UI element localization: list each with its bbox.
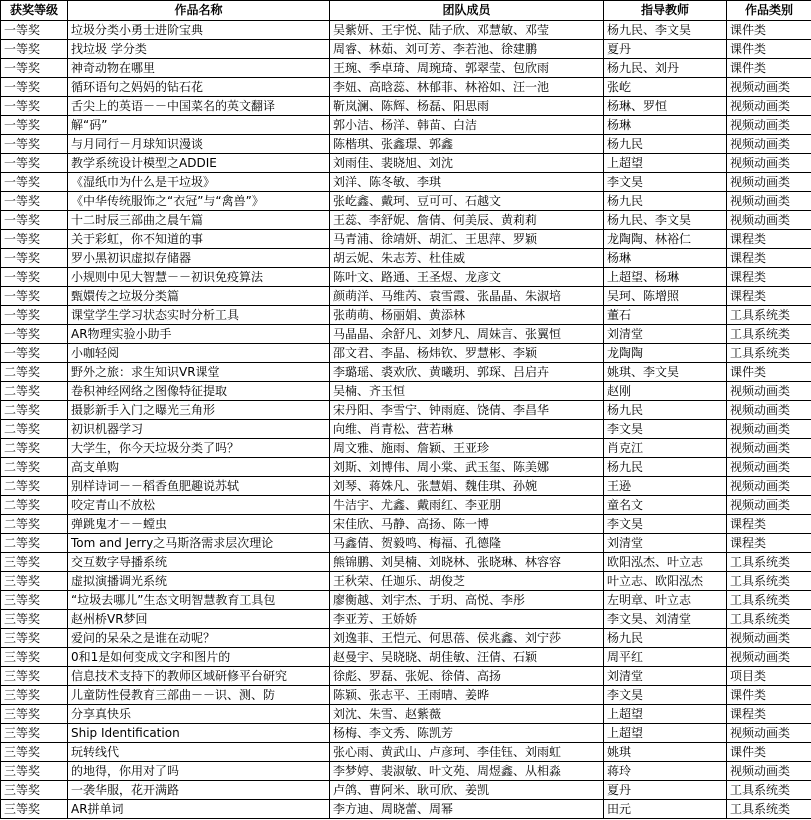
category-cell: 视频动画类 — [727, 97, 811, 116]
award-level-cell: 一等奖 — [1, 249, 68, 268]
category-cell: 工具系统类 — [727, 325, 811, 344]
team-members-cell: 熊锦鹏、刘昊楠、刘晓林、张晓琳、林容容 — [330, 553, 604, 572]
table-row — [1, 629, 811, 648]
category-cell: 视频动画类 — [727, 154, 811, 173]
table-row — [1, 553, 811, 572]
team-members-cell: 马青浦、徐靖妍、胡汇、王思萍、罗颖 — [330, 230, 604, 249]
table-row — [1, 306, 811, 325]
team-members-cell: 张心雨、黄武山、卢彦珂、李佳钰、刘雨虹 — [330, 743, 604, 762]
category-cell: 工具系统类 — [727, 553, 811, 572]
award-level-cell: 二等奖 — [1, 496, 68, 515]
award-level-cell: 三等奖 — [1, 743, 68, 762]
team-members-cell: 张萌萌、杨丽娟、黄添林 — [330, 306, 604, 325]
category-cell: 视频动画类 — [727, 78, 811, 97]
award-level-cell: 二等奖 — [1, 477, 68, 496]
category-cell: 视频动画类 — [727, 477, 811, 496]
table-row — [1, 762, 811, 781]
award-level-cell: 一等奖 — [1, 59, 68, 78]
category-cell: 课程类 — [727, 268, 811, 287]
category-cell: 视频动画类 — [727, 439, 811, 458]
work-title-cell: 野外之旅：求生知识VR课堂 — [68, 363, 330, 382]
advisor-cell: 杨九民、刘丹 — [604, 59, 727, 78]
table-row — [1, 97, 811, 116]
table-row — [1, 800, 811, 819]
category-cell: 视频动画类 — [727, 629, 811, 648]
team-members-cell: 李妞、高晗蕊、林郁菲、林裕如、汪一池 — [330, 78, 604, 97]
work-title-cell: 循环语句之妈妈的钻石花 — [68, 78, 330, 97]
team-members-cell: 李亚芳、王娇娇 — [330, 610, 604, 629]
work-title-cell: 儿童防性侵教育三部曲－－识、测、防 — [68, 686, 330, 705]
advisor-cell: 杨九民、李文昊 — [604, 211, 727, 230]
team-members-cell: 王秋荣、任迦乐、胡俊芝 — [330, 572, 604, 591]
table-row — [1, 249, 811, 268]
table-row — [1, 724, 811, 743]
table-body — [1, 21, 811, 819]
table-row — [1, 154, 811, 173]
award-level-cell: 二等奖 — [1, 458, 68, 477]
team-members-cell: 赵曼宇、吴晓晓、胡佳敏、汪倩、石颖 — [330, 648, 604, 667]
team-members-cell: 刘雨佳、裴晓旭、刘沈 — [330, 154, 604, 173]
category-cell: 视频动画类 — [727, 401, 811, 420]
team-members-cell: 向维、肖青松、营若琳 — [330, 420, 604, 439]
category-cell: 视频动画类 — [727, 648, 811, 667]
award-level-cell: 二等奖 — [1, 382, 68, 401]
advisor-cell: 姚琪、李文昊 — [604, 363, 727, 382]
table-row — [1, 344, 811, 363]
category-cell: 视频动画类 — [727, 724, 811, 743]
table-row — [1, 230, 811, 249]
award-level-cell: 三等奖 — [1, 724, 68, 743]
team-members-cell: 吴楠、齐玉恒 — [330, 382, 604, 401]
advisor-cell: 刘清堂 — [604, 667, 727, 686]
award-level-cell: 一等奖 — [1, 192, 68, 211]
advisor-cell: 龙陶陶、林裕仁 — [604, 230, 727, 249]
work-title-cell: AR拼单词 — [68, 800, 330, 819]
header-award-level: 获奖等级 — [1, 1, 68, 21]
team-members-cell: 邵文君、李晶、杨炜钦、罗慧彬、李颖 — [330, 344, 604, 363]
work-title-cell: 卷积神经网络之图像特征提取 — [68, 382, 330, 401]
category-cell: 课程类 — [727, 287, 811, 306]
table-row — [1, 667, 811, 686]
advisor-cell: 欧阳泓杰、叶立志 — [604, 553, 727, 572]
work-title-cell: 解“码” — [68, 116, 330, 135]
table-row — [1, 268, 811, 287]
category-cell: 课件类 — [727, 59, 811, 78]
work-title-cell: 课堂学生学习状态实时分析工具 — [68, 306, 330, 325]
team-members-cell: 刘沈、朱雪、赵紫薇 — [330, 705, 604, 724]
advisor-cell: 杨琳、罗恒 — [604, 97, 727, 116]
advisor-cell: 杨九民 — [604, 192, 727, 211]
table-row — [1, 287, 811, 306]
category-cell: 视频动画类 — [727, 135, 811, 154]
work-title-cell: 甄嬛传之垃圾分类篇 — [68, 287, 330, 306]
award-level-cell: 一等奖 — [1, 154, 68, 173]
team-members-cell: 卢鸽、曹阿米、耿可欣、姜凯 — [330, 781, 604, 800]
category-cell: 工具系统类 — [727, 591, 811, 610]
award-level-cell: 一等奖 — [1, 325, 68, 344]
work-title-cell: 赵州桥VR梦回 — [68, 610, 330, 629]
category-cell: 课件类 — [727, 743, 811, 762]
table-row — [1, 496, 811, 515]
advisor-cell: 张屹 — [604, 78, 727, 97]
work-title-cell: 高支单购 — [68, 458, 330, 477]
table-row — [1, 325, 811, 344]
header-advisor: 指导教师 — [604, 1, 727, 21]
team-members-cell: 颜萌洋、马维芮、袁雪霞、张晶晶、朱淑培 — [330, 287, 604, 306]
category-cell: 课程类 — [727, 705, 811, 724]
advisor-cell: 上超望 — [604, 724, 727, 743]
work-title-cell: 咬定青山不放松 — [68, 496, 330, 515]
advisor-cell: 李文昊 — [604, 173, 727, 192]
category-cell: 课件类 — [727, 686, 811, 705]
team-members-cell: 刘洋、陈冬敏、李琪 — [330, 173, 604, 192]
advisor-cell: 周平红 — [604, 648, 727, 667]
advisor-cell: 刘清堂 — [604, 325, 727, 344]
team-members-cell: 陈颖、张志平、王雨晴、姜晔 — [330, 686, 604, 705]
category-cell: 工具系统类 — [727, 572, 811, 591]
work-title-cell: 舌尖上的英语－－中国菜名的英文翻译 — [68, 97, 330, 116]
table-row — [1, 401, 811, 420]
team-members-cell: 陈叶文、路通、王圣煜、龙彦文 — [330, 268, 604, 287]
category-cell: 视频动画类 — [727, 116, 811, 135]
award-level-cell: 一等奖 — [1, 211, 68, 230]
work-title-cell: AR物理实验小助手 — [68, 325, 330, 344]
table-row — [1, 648, 811, 667]
award-level-cell: 二等奖 — [1, 401, 68, 420]
advisor-cell: 李文昊 — [604, 686, 727, 705]
team-members-cell: 李方迪、周晓蕾、周幂 — [330, 800, 604, 819]
work-title-cell: 关于彩虹，你不知道的事 — [68, 230, 330, 249]
category-cell: 工具系统类 — [727, 800, 811, 819]
table-row — [1, 40, 811, 59]
table-row — [1, 173, 811, 192]
award-level-cell: 一等奖 — [1, 173, 68, 192]
table-row — [1, 781, 811, 800]
team-members-cell: 张屹鑫、戴珂、豆可可、石越文 — [330, 192, 604, 211]
award-level-cell: 一等奖 — [1, 268, 68, 287]
table-row — [1, 477, 811, 496]
award-level-cell: 二等奖 — [1, 515, 68, 534]
advisor-cell: 杨九民 — [604, 629, 727, 648]
header-category: 作品类别 — [727, 1, 811, 21]
category-cell: 课程类 — [727, 230, 811, 249]
team-members-cell: 陈楷琪、张鑫璟、郭鑫 — [330, 135, 604, 154]
work-title-cell: 大学生，你今天垃圾分类了吗？ — [68, 439, 330, 458]
award-level-cell: 三等奖 — [1, 629, 68, 648]
team-members-cell: 马鑫倩、贺毅鸣、梅福、孔德隆 — [330, 534, 604, 553]
work-title-cell: 垃圾分类小勇士进阶宝典 — [68, 21, 330, 40]
category-cell: 视频动画类 — [727, 192, 811, 211]
team-members-cell: 宋佳欣、马静、高扬、陈一博 — [330, 515, 604, 534]
work-title-cell: 《湿纸巾为什么是干垃圾》 — [68, 173, 330, 192]
work-title-cell: 爱问的呆朵之是谁在动呢？ — [68, 629, 330, 648]
category-cell: 工具系统类 — [727, 344, 811, 363]
work-title-cell: 一袭华服，花开满路 — [68, 781, 330, 800]
award-level-cell: 三等奖 — [1, 705, 68, 724]
team-members-cell: 刘琴、蒋姝凡、张慧娟、魏佳琪、孙婉 — [330, 477, 604, 496]
category-cell: 课程类 — [727, 249, 811, 268]
work-title-cell: 玩转线代 — [68, 743, 330, 762]
team-members-cell: 廖衡越、刘宇杰、于玥、高悦、李彤 — [330, 591, 604, 610]
table-row — [1, 743, 811, 762]
category-cell: 视频动画类 — [727, 420, 811, 439]
award-level-cell: 一等奖 — [1, 306, 68, 325]
table-row — [1, 78, 811, 97]
category-cell: 工具系统类 — [727, 610, 811, 629]
team-members-cell: 马晶晶、余舒凡、刘梦凡、周妹言、张翼恒 — [330, 325, 604, 344]
category-cell: 课件类 — [727, 21, 811, 40]
table-row — [1, 363, 811, 382]
award-level-cell: 一等奖 — [1, 230, 68, 249]
table-row — [1, 705, 811, 724]
award-level-cell: 三等奖 — [1, 800, 68, 819]
advisor-cell: 刘清堂 — [604, 534, 727, 553]
work-title-cell: 摄影新手入门之曝光三角形 — [68, 401, 330, 420]
advisor-cell: 吴珂、陈增照 — [604, 287, 727, 306]
advisor-cell: 叶立志、欧阳泓杰 — [604, 572, 727, 591]
award-level-cell: 二等奖 — [1, 420, 68, 439]
award-level-cell: 一等奖 — [1, 78, 68, 97]
advisor-cell: 杨琳 — [604, 249, 727, 268]
team-members-cell: 周睿、林茹、刘可芳、李若池、徐建鹏 — [330, 40, 604, 59]
advisor-cell: 上超望 — [604, 705, 727, 724]
team-members-cell: 宋丹阳、李雪宁、钟雨庭、饶倩、李昌华 — [330, 401, 604, 420]
award-level-cell: 三等奖 — [1, 591, 68, 610]
category-cell: 课件类 — [727, 363, 811, 382]
advisor-cell: 夏丹 — [604, 781, 727, 800]
work-title-cell: 初识机器学习 — [68, 420, 330, 439]
team-members-cell: 靳岚澜、陈辉、杨磊、阳思雨 — [330, 97, 604, 116]
advisor-cell: 杨九民 — [604, 458, 727, 477]
award-level-cell: 二等奖 — [1, 363, 68, 382]
work-title-cell: 信息技术支持下的教师区域研修平台研究 — [68, 667, 330, 686]
team-members-cell: 徐彪、罗磊、张妮、徐倩、高扬 — [330, 667, 604, 686]
table-row — [1, 572, 811, 591]
work-title-cell: Ship Identification — [68, 724, 330, 743]
header-team-members: 团队成员 — [330, 1, 604, 21]
advisor-cell: 杨琳 — [604, 116, 727, 135]
category-cell: 视频动画类 — [727, 382, 811, 401]
work-title-cell: Tom and Jerry之马斯洛需求层次理论 — [68, 534, 330, 553]
advisor-cell: 童名文 — [604, 496, 727, 515]
table-row — [1, 458, 811, 477]
award-level-cell: 一等奖 — [1, 116, 68, 135]
advisor-cell: 李文昊 — [604, 420, 727, 439]
advisor-cell: 夏丹 — [604, 40, 727, 59]
table-row — [1, 135, 811, 154]
award-level-cell: 一等奖 — [1, 21, 68, 40]
category-cell: 视频动画类 — [727, 496, 811, 515]
work-title-cell: 别样诗词－－稻香鱼肥趣说苏轼 — [68, 477, 330, 496]
team-members-cell: 李梦婷、裴淑敏、叶文苑、周煜鑫、从相淼 — [330, 762, 604, 781]
category-cell: 视频动画类 — [727, 762, 811, 781]
advisor-cell: 肖克江 — [604, 439, 727, 458]
work-title-cell: 十二时辰三部曲之晨午篇 — [68, 211, 330, 230]
team-members-cell: 王琬、季卓琦、周琬琦、郭翠莹、包欣雨 — [330, 59, 604, 78]
advisor-cell: 董石 — [604, 306, 727, 325]
team-members-cell: 刘斯、刘博伟、周小棠、武玉玺、陈美娜 — [330, 458, 604, 477]
table-row — [1, 534, 811, 553]
advisor-cell: 上超望 — [604, 154, 727, 173]
category-cell: 课程类 — [727, 534, 811, 553]
work-title-cell: 的地得，你用对了吗 — [68, 762, 330, 781]
advisor-cell: 左明章、叶立志 — [604, 591, 727, 610]
team-members-cell: 周文雅、施雨、詹颖、王亚珍 — [330, 439, 604, 458]
category-cell: 视频动画类 — [727, 458, 811, 477]
advisor-cell: 田元 — [604, 800, 727, 819]
table-row — [1, 21, 811, 40]
advisor-cell: 龙陶陶 — [604, 344, 727, 363]
table-row — [1, 382, 811, 401]
team-members-cell: 胡云妮、朱志芳、杜佳威 — [330, 249, 604, 268]
category-cell: 课程类 — [727, 515, 811, 534]
work-title-cell: 教学系统设计模型之ADDIE — [68, 154, 330, 173]
category-cell: 课件类 — [727, 40, 811, 59]
table-row — [1, 439, 811, 458]
work-title-cell: 交互数字导播系统 — [68, 553, 330, 572]
award-level-cell: 一等奖 — [1, 135, 68, 154]
award-level-cell: 三等奖 — [1, 781, 68, 800]
advisor-cell: 杨九民、李文昊 — [604, 21, 727, 40]
award-level-cell: 二等奖 — [1, 439, 68, 458]
award-level-cell: 三等奖 — [1, 648, 68, 667]
category-cell: 项目类 — [727, 667, 811, 686]
team-members-cell: 郭小洁、杨洋、韩苗、白洁 — [330, 116, 604, 135]
award-level-cell: 一等奖 — [1, 344, 68, 363]
advisor-cell: 王逊 — [604, 477, 727, 496]
advisor-cell: 杨九民 — [604, 135, 727, 154]
header-row — [1, 1, 811, 21]
team-members-cell: 王蕊、李舒妮、詹倩、何美辰、黄莉莉 — [330, 211, 604, 230]
work-title-cell: 弹跳鬼才－－螳虫 — [68, 515, 330, 534]
advisor-cell: 李文昊、刘清堂 — [604, 610, 727, 629]
work-title-cell: 找垃圾 学分类 — [68, 40, 330, 59]
table-row — [1, 116, 811, 135]
advisor-cell: 上超望、杨琳 — [604, 268, 727, 287]
category-cell: 工具系统类 — [727, 781, 811, 800]
work-title-cell: 0和1是如何变成文字和图片的 — [68, 648, 330, 667]
award-level-cell: 三等奖 — [1, 667, 68, 686]
table-row — [1, 515, 811, 534]
award-level-cell: 三等奖 — [1, 762, 68, 781]
work-title-cell: 小规则中见大智慧－－初识免疫算法 — [68, 268, 330, 287]
team-members-cell: 刘逸菲、王恺元、何思蓓、侯兆鑫、刘宁莎 — [330, 629, 604, 648]
table-row — [1, 686, 811, 705]
award-level-cell: 一等奖 — [1, 287, 68, 306]
work-title-cell: 与月同行－月球知识漫谈 — [68, 135, 330, 154]
team-members-cell: 杨梅、李文秀、陈凯芳 — [330, 724, 604, 743]
award-level-cell: 三等奖 — [1, 686, 68, 705]
table-row — [1, 591, 811, 610]
table-row — [1, 211, 811, 230]
header-work-title: 作品名称 — [68, 1, 330, 21]
award-level-cell: 三等奖 — [1, 553, 68, 572]
award-level-cell: 三等奖 — [1, 610, 68, 629]
work-title-cell: 虚拟演播调光系统 — [68, 572, 330, 591]
table-row — [1, 192, 811, 211]
award-level-cell: 一等奖 — [1, 40, 68, 59]
advisor-cell: 赵刚 — [604, 382, 727, 401]
category-cell: 视频动画类 — [727, 173, 811, 192]
work-title-cell: 分享真快乐 — [68, 705, 330, 724]
award-level-cell: 一等奖 — [1, 97, 68, 116]
work-title-cell: 神奇动物在哪里 — [68, 59, 330, 78]
work-title-cell: 罗小黑初识虚拟存储器 — [68, 249, 330, 268]
table-row — [1, 420, 811, 439]
category-cell: 视频动画类 — [727, 211, 811, 230]
work-title-cell: “垃圾去哪儿”生态文明智慧教育工具包 — [68, 591, 330, 610]
advisor-cell: 蒋玲 — [604, 762, 727, 781]
advisor-cell: 姚琪 — [604, 743, 727, 762]
work-title-cell: 小咖轻阅 — [68, 344, 330, 363]
award-level-cell: 三等奖 — [1, 572, 68, 591]
advisor-cell: 李文昊 — [604, 515, 727, 534]
category-cell: 工具系统类 — [727, 306, 811, 325]
work-title-cell: 《中华传统服饰之“衣冠”与“禽兽”》 — [68, 192, 330, 211]
table-row — [1, 610, 811, 629]
team-members-cell: 李璐瑶、裘欢欣、黄曦玥、郭琛、吕启卉 — [330, 363, 604, 382]
team-members-cell: 吴紫妍、王宇悦、陆子欣、邓慧敏、邓莹 — [330, 21, 604, 40]
award-level-cell: 二等奖 — [1, 534, 68, 553]
table-row — [1, 59, 811, 78]
team-members-cell: 牛洁宇、尤鑫、戴雨红、李亚朋 — [330, 496, 604, 515]
advisor-cell: 杨九民 — [604, 401, 727, 420]
